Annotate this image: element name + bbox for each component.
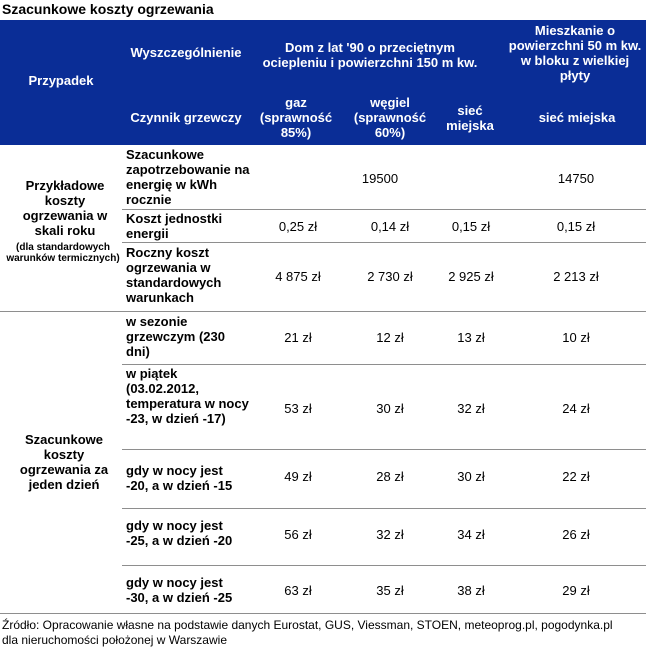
cell-siec: 38 zł [457,583,485,598]
cell-siec: 0,15 zł [451,219,491,234]
cell-mieszkanie: 24 zł [562,401,590,416]
section1-note: (dla standardowych warunków termicznych) [6,242,120,264]
cell-siec: 2 925 zł [448,269,494,284]
source-note: Źródło: Opracowanie własne na podstawie danych Eurostat, GUS, Viessman, STOEN, meteoprog.pl, pogodynka.pl dla nieruchomości położonej w Warszawie [2,618,613,647]
cell-wegiel: 28 zł [376,469,404,484]
divider [122,508,646,509]
cell-gaz: 49 zł [284,469,312,484]
section1-label: Przykładowe koszty ogrzewania w skali roku [22,178,108,238]
table-title: Szacunkowe koszty ogrzewania [2,1,214,17]
header-czynnik: Czynnik grzewczy [130,110,242,125]
energy-mieszkanie-value: 14750 [557,171,595,186]
row-label: w sezonie grzewczym (230 dni) [126,314,225,359]
cell-mieszkanie: 26 zł [562,527,590,542]
row-label: Koszt jednostki energii [126,211,223,241]
divider [122,209,646,210]
row-label: Szacunkowe zapotrzebowanie na energię w kWh rocznie [126,147,250,207]
cell-wegiel: 35 zł [376,583,404,598]
header-gaz: gaz (sprawność 85%) [259,95,333,140]
cell-gaz: 53 zł [284,401,312,416]
header-siec-mieszkanie: sieć miejska [538,110,616,125]
energy-dom-value: 19500 [361,171,399,186]
row-label: gdy w nocy jest -25, a w dzień -20 [126,518,233,548]
header-dom: Dom z lat '90 o przeciętnym ociepleniu i powierzchni 150 m kw. [262,40,478,70]
row-label: gdy w nocy jest -30, a w dzień -25 [126,575,233,605]
cell-siec: 32 zł [457,401,485,416]
cell-mieszkanie: 29 zł [562,583,590,598]
section-divider [0,311,646,312]
cell-wegiel: 12 zł [376,330,404,345]
cell-gaz: 21 zł [284,330,312,345]
cell-mieszkanie: 22 zł [562,469,590,484]
divider [122,449,646,450]
cell-wegiel: 0,14 zł [370,219,410,234]
cell-siec: 34 zł [457,527,485,542]
cell-wegiel: 2 730 zł [367,269,413,284]
divider [122,565,646,566]
cell-gaz: 4 875 zł [275,269,321,284]
cell-wegiel: 32 zł [376,527,404,542]
cell-siec: 13 zł [457,330,485,345]
cell-wegiel: 30 zł [376,401,404,416]
header-siec-dom: sieć miejska [446,103,494,133]
cell-gaz: 63 zł [284,583,312,598]
header-wegiel: węgiel (sprawność 60%) [353,95,427,140]
header-wyszczegolnienie: Wyszczególnienie [130,45,242,60]
cell-gaz: 56 zł [284,527,312,542]
table-header [0,20,646,145]
header-mieszkanie: Mieszkanie o powierzchni 50 m kw. w bloku z wielkiej płyty [508,23,642,83]
cell-mieszkanie: 2 213 zł [553,269,599,284]
row-label: gdy w nocy jest -20, a w dzień -15 [126,463,233,493]
cell-mieszkanie: 10 zł [562,330,590,345]
table-bottom-border [0,613,646,614]
section2-label: Szacunkowe koszty ogrzewania za jeden dzień [19,432,109,492]
cell-mieszkanie: 0,15 zł [556,219,596,234]
cell-gaz: 0,25 zł [278,219,318,234]
cell-siec: 30 zł [457,469,485,484]
header-przypadek: Przypadek [28,73,94,88]
divider [122,364,646,365]
divider [122,242,646,243]
row-label: Roczny koszt ogrzewania w standardowych warunkach [126,245,222,305]
row-label: w piątek (03.02.2012, temperatura w nocy -23, w dzień -17) [126,366,249,426]
